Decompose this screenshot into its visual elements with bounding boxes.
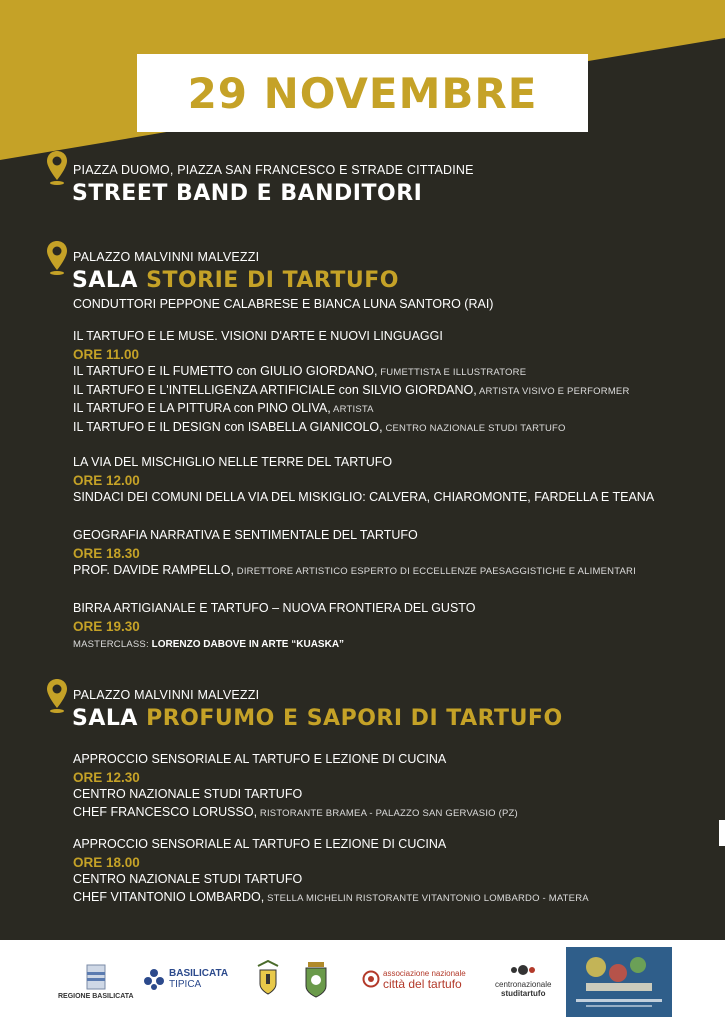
event-line: MASTERCLASS: LORENZO DABOVE IN ARTE “KUASKA” — [73, 639, 345, 650]
event-block — [73, 527, 705, 581]
event-title: LA VIA DEL MISCHIGLIO NELLE TERRE DEL TARTUFO — [73, 455, 393, 469]
comune-crest-logo — [303, 960, 329, 1000]
event-title: APPROCCIO SENSORIALE AL TARTUFO E LEZIONE DI CUCINA — [73, 752, 447, 766]
event-line: IL TARTUFO E IL FUMETTO con GIULIO GIORDANO, FUMETTISTA E ILLUSTRATORE — [73, 364, 527, 378]
section-title — [72, 706, 563, 731]
date-banner — [137, 54, 588, 132]
regione-shield-icon — [86, 964, 106, 990]
event-time: ORE 11.00 — [73, 346, 140, 362]
event-block — [73, 751, 705, 822]
event-line: PROF. DAVIDE RAMPELLO, DIRETTORE ARTISTICO ESPERTO DI ECCELLENZE PAESAGGISTICHE E ALIMENTARI — [73, 563, 636, 577]
location-pin-icon — [46, 240, 68, 276]
event-title: APPROCCIO SENSORIALE AL TARTUFO E LEZIONE DI CUCINA — [73, 837, 447, 851]
event-title: GEOGRAFIA NARRATIVA E SENTIMENTALE DEL TARTUFO — [73, 528, 418, 542]
venue-label: PALAZZO MALVINNI MALVEZZI — [73, 688, 260, 702]
event-line: IL TARTUFO E IL DESIGN con ISABELLA GIANICOLO, CENTRO NAZIONALE STUDI TARTUFO — [73, 419, 566, 434]
basilicata-tipica-logo: BASILICATA TIPICA — [143, 968, 228, 990]
cucina-italiana-badge — [566, 947, 672, 1017]
dots-logo-icon — [143, 968, 165, 990]
location-pin-icon — [46, 678, 68, 714]
badge-illustration-icon — [566, 947, 672, 1017]
municipal-crest-logo — [256, 960, 280, 998]
event-line: SINDACI DEI COMUNI DELLA VIA DEL MISKIGLIO: CALVERA, CHIAROMONTE, FARDELLA E TEANA — [73, 490, 655, 504]
venue-label: PALAZZO MALVINNI MALVEZZI — [73, 250, 260, 264]
event-block — [73, 836, 705, 907]
event-line: CHEF VITANTONIO LOMBARDO, STELLA MICHELIN RISTORANTE VITANTONIO LOMBARDO - MATERA — [73, 889, 589, 904]
comune-crest-icon — [303, 960, 329, 1000]
regione-basilicata-logo: REGIONE BASILICATA — [58, 964, 134, 1000]
section-title — [72, 268, 399, 293]
event-line: CHEF FRANCESCO LORUSSO, RISTORANTE BRAMEA - PALAZZO SAN GERVASIO (PZ) — [73, 804, 518, 819]
citta-del-tartufo-logo: associazione nazionale città del tartufo — [362, 968, 466, 990]
section-title: STREET BAND E BANDITORI — [72, 181, 423, 206]
crest-icon — [256, 960, 280, 998]
event-time: ORE 18.00 — [73, 854, 140, 870]
event-block — [73, 600, 705, 654]
edge-mark — [719, 820, 725, 846]
event-title: IL TARTUFO E LE MUSE. VISIONI D'ARTE E NUOVI LINGUAGGI — [73, 329, 443, 343]
event-line: IL TARTUFO E L'INTELLIGENZA ARTIFICIALE con SILVIO GIORDANO, ARTISTA VISIVO E PERFORMER — [73, 382, 630, 397]
sponsor-footer — [0, 940, 725, 1024]
event-time: ORE 12.30 — [73, 769, 140, 785]
event-time: ORE 18.30 — [73, 545, 140, 561]
event-title: BIRRA ARTIGIANALE E TARTUFO – NUOVA FRONTIERA DEL GUSTO — [73, 601, 476, 615]
date-title: 29 NOVEMBRE — [187, 68, 538, 118]
event-block — [73, 328, 705, 437]
event-time: ORE 12.00 — [73, 472, 140, 488]
title-prefix: SALA — [72, 268, 138, 293]
event-block — [73, 454, 705, 507]
title-highlight: PROFUMO E SAPORI DI TARTUFO — [146, 706, 563, 731]
event-line: IL TARTUFO E LA PITTURA con PINO OLIVA, ARTISTA — [73, 401, 374, 415]
centro-studi-tartufo-logo: centronazionale studitartufo — [495, 962, 551, 998]
centro-dots-icon — [508, 962, 538, 978]
hosts-line: CONDUTTORI PEPPONE CALABRESE E BIANCA LUNA SANTORO (RAI) — [73, 297, 494, 311]
venue-label: PIAZZA DUOMO, PIAZZA SAN FRANCESCO E STRADE CITTADINE — [73, 163, 474, 177]
event-org: CENTRO NAZIONALE STUDI TARTUFO — [73, 872, 303, 886]
title-highlight: STORIE DI TARTUFO — [146, 268, 399, 293]
location-pin-icon — [46, 150, 68, 186]
citta-swirl-icon — [362, 970, 380, 988]
event-time: ORE 19.30 — [73, 618, 140, 634]
title-prefix: SALA — [72, 706, 138, 731]
event-org: CENTRO NAZIONALE STUDI TARTUFO — [73, 787, 303, 801]
